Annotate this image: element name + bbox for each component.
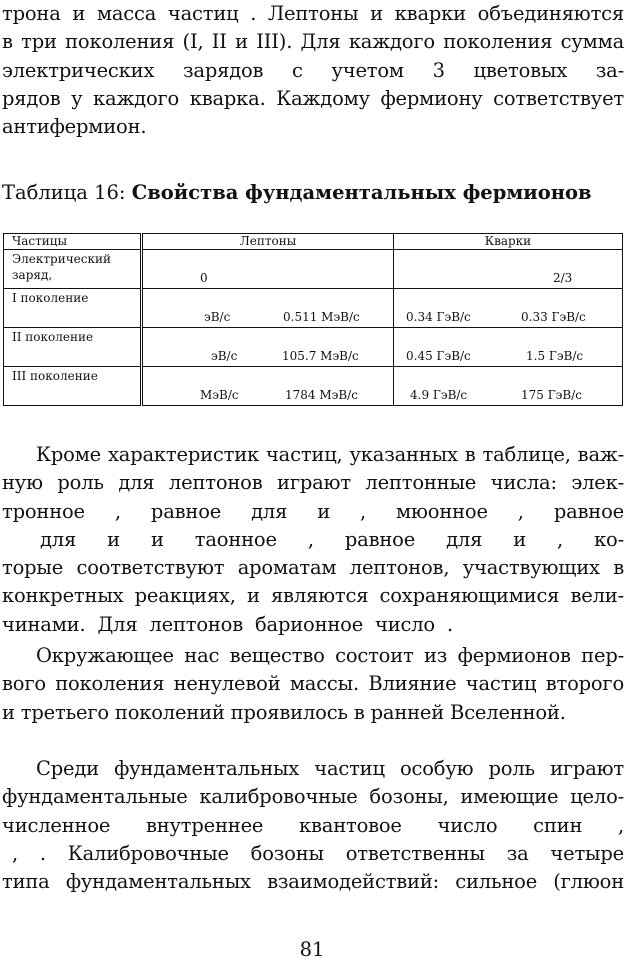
- text-line: рядов у каждого кварка. Каждому фермиону сответствует: [2, 86, 624, 110]
- text-line: вого поколения ненулевой массы. Влияние частиц второго: [2, 672, 624, 696]
- header-quarks: Кварки: [484, 234, 532, 248]
- page-number: 81: [299, 938, 325, 961]
- caption-title: Свойства фундаментальных фермионов: [131, 181, 592, 204]
- text-line: электрических зарядов с учетом 3 цветовых за-: [2, 58, 624, 82]
- cell-value: эВ/с: [204, 310, 231, 324]
- text-line: и третьего поколений проявилось в ранней Вселенной.: [2, 700, 566, 724]
- cell-value: 0: [200, 271, 208, 285]
- table-row: [4, 289, 623, 328]
- text-line: ную роль для лептонов играют лептонные числа: элек-: [2, 471, 624, 495]
- text-line: чинами. Для лептонов барионное число .: [2, 612, 453, 636]
- row-label: Электрический: [12, 252, 111, 266]
- text-line: торые соответствуют ароматам лептонов, участвующих в: [2, 556, 624, 580]
- cell-value: 175 ГэВ/с: [521, 388, 582, 402]
- leptons-paragraph: [2, 441, 624, 639]
- matter-paragraph: [2, 642, 624, 727]
- table-row: [4, 328, 623, 367]
- cell-value: 0.33 ГэВ/с: [521, 310, 586, 324]
- cell-value: эВ/с: [211, 349, 238, 363]
- text-line: конкретных реакциях, и являются сохраняющимися вели-: [2, 584, 624, 608]
- text-line: типа фундаментальных взаимодействий: сильное (глюон: [2, 870, 624, 894]
- cell-value: МэВ/с: [200, 388, 239, 402]
- cell-value: 0.511 МэВ/с: [283, 310, 360, 324]
- cell-value: 0.34 ГэВ/с: [406, 310, 471, 324]
- cell-value: 4.9 ГэВ/с: [410, 388, 468, 402]
- text-line: Окружающее нас вещество состоит из фермионов пер-: [36, 644, 624, 667]
- text-line: тронное , равное для и , мюонное , равное: [2, 499, 624, 523]
- cell-value: 0.45 ГэВ/с: [406, 349, 471, 363]
- text-line: фундаментальные калибровочные бозоны, имеющие цело-: [2, 785, 624, 809]
- text-line: в три поколения (I, II и III). Для каждого поколения сумма: [2, 30, 624, 54]
- table-header-row: [4, 234, 623, 250]
- row-label: III поколение: [12, 369, 98, 383]
- table-caption: [2, 181, 592, 204]
- text-line: Кроме характеристик частиц, указанных в таблице, важ-: [36, 443, 624, 466]
- table-row: [4, 367, 623, 406]
- caption-prefix: Таблица 16:: [2, 181, 132, 204]
- header-particles: Частицы: [12, 234, 68, 248]
- cell-value: 1784 МэВ/с: [285, 388, 358, 402]
- cell-value: 1.5 ГэВ/с: [526, 349, 584, 363]
- row-label: II поколение: [12, 330, 94, 344]
- table-row: [4, 250, 623, 289]
- cell-value: 2/3: [553, 271, 573, 285]
- text-line: антифермион.: [2, 115, 147, 139]
- row-label: I поколение: [12, 291, 89, 305]
- text-line: численное внутреннее квантовое число спин ,: [2, 813, 624, 837]
- fermions-table: [3, 233, 623, 406]
- cell-value: 105.7 МэВ/с: [282, 349, 359, 363]
- text-line: для и и таонное , равное для и , ко-: [40, 527, 624, 551]
- bosons-paragraph: [2, 755, 624, 896]
- text-line: Среди фундаментальных частиц особую роль играют: [36, 757, 624, 780]
- intro-paragraph: [2, 0, 624, 141]
- text-line: , . Калибровочные бозоны ответственны за четыре: [12, 841, 624, 865]
- text-line: трона и масса частиц . Лептоны и кварки объединяются: [2, 2, 624, 25]
- header-leptons: Лептоны: [239, 234, 297, 248]
- row-label-cont: заряд,: [12, 268, 53, 282]
